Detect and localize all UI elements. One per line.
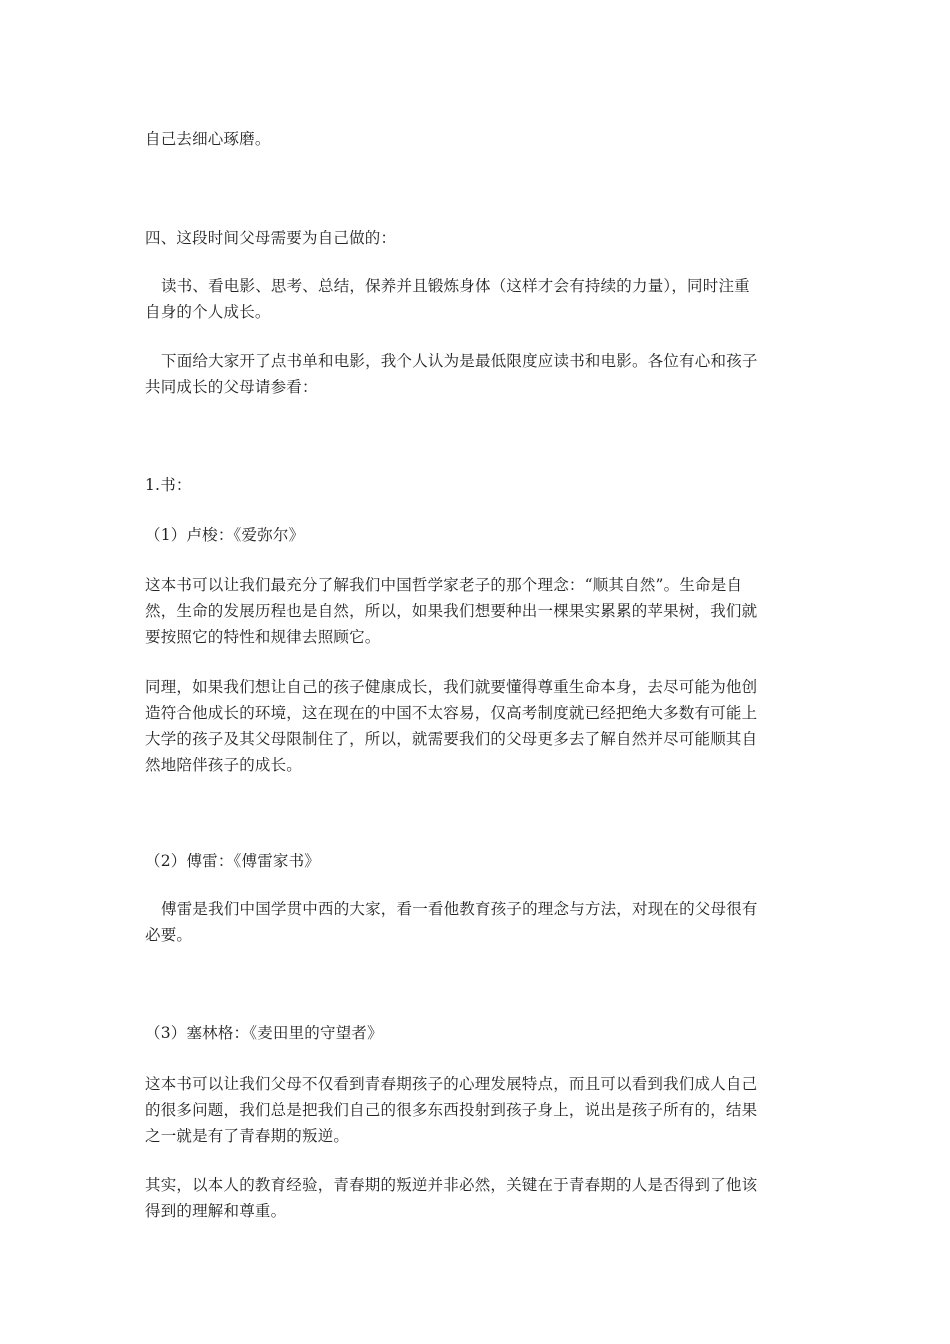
paragraph-line: 的很多问题，我们总是把我们自己的很多东西投射到孩子身上，说出是孩子所有的，结果 — [145, 1101, 758, 1119]
paragraph-line: 之一就是有了青春期的叛逆。 — [145, 1127, 350, 1145]
paragraph-line: 造符合他成长的环境，这在现在的中国不太容易，仅高考制度就已经把绝大多数有可能上 — [145, 704, 758, 722]
paragraph-line: 自己去细心琢磨。 — [145, 130, 271, 148]
section-heading: 四、这段时间父母需要为自己做的： — [145, 229, 397, 247]
paragraph-line: 这本书可以让我们最充分了解我们中国哲学家老子的那个理念：“顺其自然”。生命是自 — [145, 576, 743, 594]
paragraph-line: 傅雷是我们中国学贯中西的大家，看一看他教育孩子的理念与方法，对现在的父母很有 — [161, 900, 758, 918]
paragraph-line: 必要。 — [145, 926, 193, 944]
paragraph-line: 自身的个人成长。 — [145, 303, 271, 321]
paragraph-line: 大学的孩子及其父母限制住了，所以，就需要我们的父母更多去了解自然并尽可能顺其自 — [145, 730, 758, 748]
book-title: （3）塞林格：《麦田里的守望者》 — [145, 1024, 383, 1042]
paragraph-line: 共同成长的父母请参看： — [145, 378, 318, 396]
paragraph-line: 要按照它的特性和规律去照顾它。 — [145, 628, 381, 646]
paragraph-line: 其实，以本人的教育经验，青春期的叛逆并非必然，关键在于青春期的人是否得到了他该 — [145, 1176, 758, 1194]
paragraph-line: 读书、看电影、思考、总结，保养并且锻炼身体（这样才会有持续的力量），同时注重 — [161, 277, 750, 295]
paragraph-line: 然地陪伴孩子的成长。 — [145, 756, 303, 774]
paragraph-line: 得到的理解和尊重。 — [145, 1202, 287, 1220]
paragraph-line: 然，生命的发展历程也是自然，所以，如果我们想要种出一棵果实累累的苹果树，我们就 — [145, 602, 758, 620]
subsection-heading: 1.书： — [145, 476, 192, 494]
paragraph-line: 下面给大家开了点书单和电影，我个人认为是最低限度应读书和电影。各位有心和孩子 — [161, 352, 758, 370]
paragraph-line: 同理，如果我们想让自己的孩子健康成长，我们就要懂得尊重生命本身，去尽可能为他创 — [145, 678, 758, 696]
book-title: （1）卢梭：《爱弥尔》 — [145, 526, 305, 544]
paragraph-line: 这本书可以让我们父母不仅看到青春期孩子的心理发展特点，而且可以看到我们成人自己 — [145, 1075, 758, 1093]
book-title: （2）傅雷：《傅雷家书》 — [145, 852, 321, 870]
